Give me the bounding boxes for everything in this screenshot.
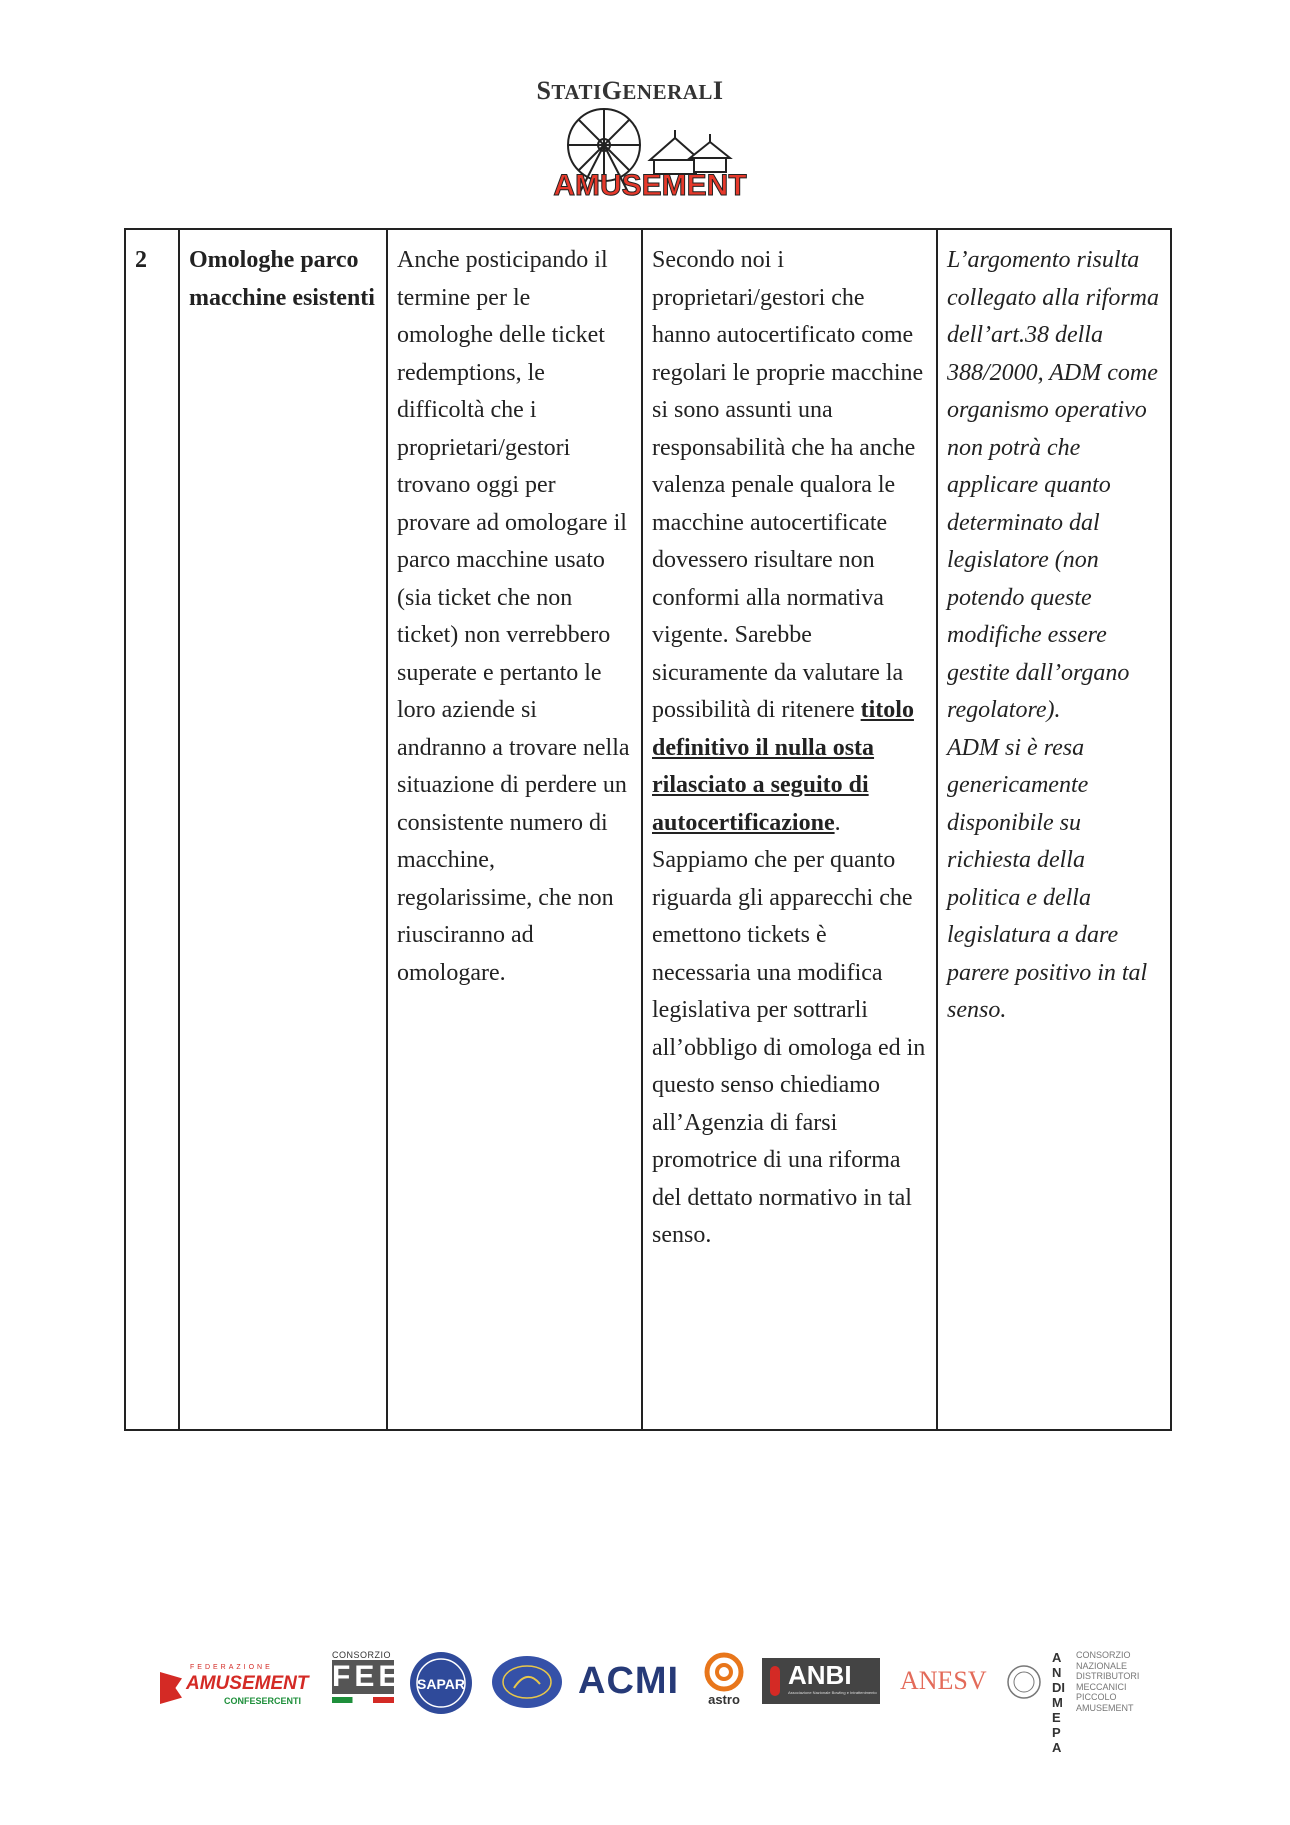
acmi-logo: ACMI [578, 1660, 680, 1702]
proposal-highlight: titolo definitivo il nulla osta rilasciato a seguito di autocertificazione [652, 697, 914, 836]
sapar-logo [408, 1650, 474, 1716]
proposal-text-1: Secondo noi i proprietari/gestori che hanno autocertificato come regolari le proprie macchine si sono assunti una responsabilità che ha anche valenza penale qualora le macchine autocertificate dovessero risultare non conformi alla normativa vigente. Sarebbe sicuramente da valutare la possibilità di ritenere [652, 247, 924, 723]
row-problem: Anche posticipando il termine per le omologhe delle ticket redemptions, le difficoltà che i proprietari/gestori trovano oggi per provare ad omologare il parco macchine usato (sia ticket che non ticket) non verrebbero superate e pertanto le loro aziende si andranno a trovare nella situazione di perdere un consistente numero di macchine, regolarissime, che non riusciranno ad omologare. [387, 229, 642, 1430]
row-proposal [642, 229, 937, 1430]
association-oval-logo [490, 1654, 564, 1710]
logo-title: STATIGENERALI [536, 76, 724, 105]
sapar-emblem-icon [408, 1650, 474, 1716]
bowling-pin-icon [770, 1666, 780, 1696]
astro-swirl-icon [700, 1652, 748, 1692]
anesv-seal-icon [1006, 1664, 1042, 1700]
ferris-wheel-icon [550, 100, 750, 200]
table-row [125, 229, 1171, 1430]
flag-icon [160, 1672, 182, 1704]
fee-logo: CONSORZIO FEE [332, 1650, 394, 1708]
proposal-text-2: . Sappiamo che per quanto riguarda gli apparecchi che emettono tickets è necessaria una modifica legislativa per sottrarli all’obbligo di omologa ed in questo senso chiediamo all’Agenzia di farsi promotrice di una riforma del dettato normativo in tal senso. [652, 809, 926, 1248]
statigenerali-amusement-logo [520, 70, 790, 200]
andimepa-logo: ANDIMEPA CONSORZIO NAZIONALE DISTRIBUTORI MECCANICI PICCOLO AMUSEMENT [1052, 1650, 1140, 1755]
row-number: 2 [125, 229, 179, 1430]
response-paragraph-2: ADM si è resa genericamente disponibile su richiesta della politica e della legislatura a dare parere positivo in tal senso. [947, 734, 1148, 1023]
sponsor-logos [160, 1650, 1140, 1755]
astro-logo: astro [700, 1652, 748, 1714]
anesv-logo: ANESV [900, 1666, 987, 1695]
oval-emblem-icon [490, 1654, 564, 1710]
row-topic: Omologhe parco macchine esistenti [179, 229, 387, 1430]
proposals-table [124, 228, 1172, 1431]
anbi-logo: ANBI Associazione Nazionale Bowling e Intrattenimento [762, 1658, 880, 1704]
amusement-confesercenti-logo: FEDERAZIONE AMUSEMENT CONFESERCENTI [160, 1664, 310, 1714]
row-response [937, 229, 1171, 1430]
svg-text:AMUSEMENT: AMUSEMENT [553, 169, 747, 200]
italian-flag-icon [332, 1697, 394, 1703]
consorzio-text: CONSORZIO NAZIONALE DISTRIBUTORI MECCANICI PICCOLO AMUSEMENT [1076, 1650, 1140, 1713]
response-paragraph-1: L’argomento risulta collegato alla riforma dell’art.38 della 388/2000, ADM come organismo operativo non potrà che applicare quanto determinato dal legislatore (non potendo queste modifiche essere gestite dall’organo regolatore). [947, 247, 1159, 723]
svg-text:SAPAR: SAPAR [417, 1676, 465, 1692]
